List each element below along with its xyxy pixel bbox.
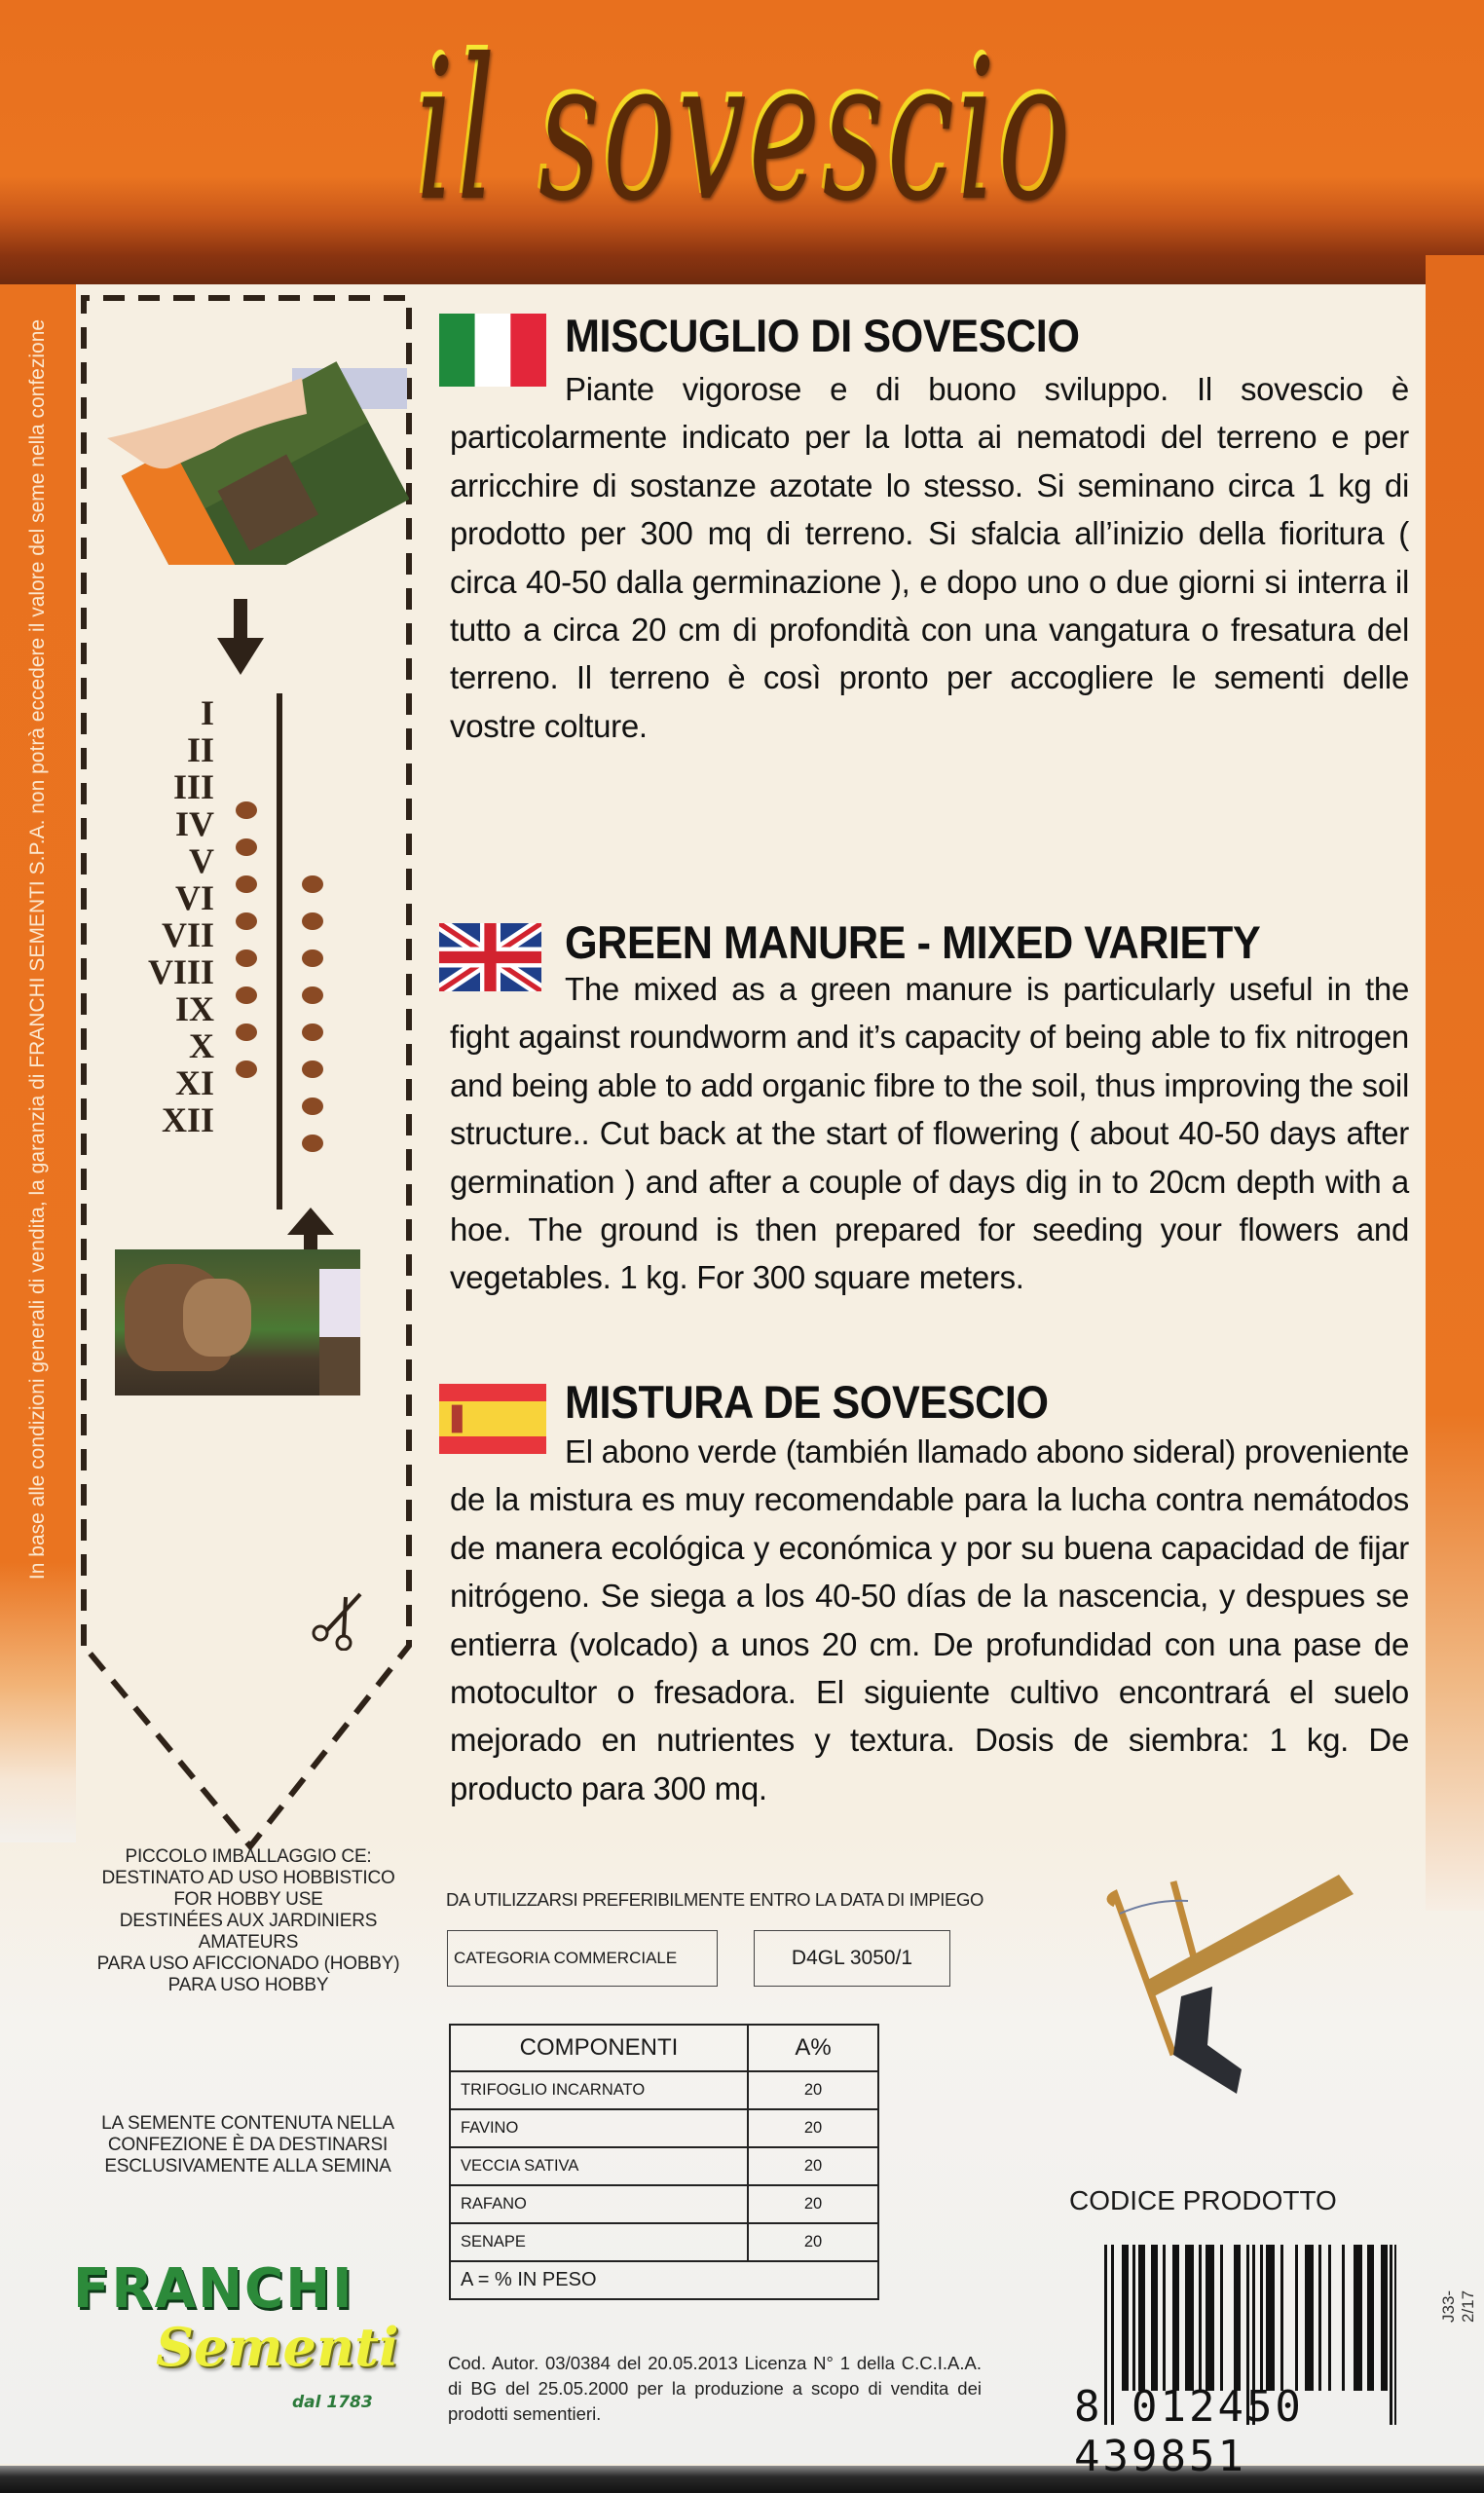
arrow-down-icon bbox=[217, 599, 264, 677]
component-percent: 20 bbox=[748, 2109, 878, 2147]
notice-line: DESTINATO AD USO HOBBISTICO bbox=[101, 1868, 395, 1888]
table-row bbox=[450, 2147, 878, 2185]
section-body-en: The mixed as a green manure is particularly useful in the fight against roundworm and it’s capacity of being able to fix nitrogen and being able to add organic fibre to the soil, thus improving the soil structure.. Cut back at the start of flowering ( about 40-50 days after germination ) and after a couple of days dig in to 20cm depth with a hoe. The ground is then prepared for seeding your flowers and vegetables. 1 kg. For 300 square meters. bbox=[450, 971, 1409, 1296]
component-name: VECCIA SATIVA bbox=[450, 2147, 748, 2185]
category-code: D4GL 3050/1 bbox=[791, 1947, 913, 1969]
notice-line: DESTINÉES AUX JARDINIERS AMATEURS bbox=[119, 1911, 378, 1953]
packaging-notice bbox=[93, 1846, 404, 1996]
table-footnote: A = % IN PESO bbox=[450, 2261, 878, 2299]
component-percent: 20 bbox=[748, 2147, 878, 2185]
component-name: SENAPE bbox=[450, 2223, 748, 2261]
category-label: CATEGORIA COMMERCIALE bbox=[454, 1949, 678, 1967]
component-percent: 20 bbox=[748, 2185, 878, 2223]
cutting-dot bbox=[302, 986, 323, 1004]
notice-line: PARA USO HOBBY bbox=[167, 1975, 329, 1995]
cutting-dot bbox=[302, 1135, 323, 1152]
cutting-dot bbox=[302, 1023, 323, 1041]
month-label: VII bbox=[161, 915, 214, 954]
table-header-row bbox=[450, 2025, 878, 2071]
month-label: VI bbox=[174, 878, 214, 917]
month-label: XII bbox=[161, 1100, 214, 1139]
month-label: XI bbox=[174, 1063, 214, 1102]
sowing-dot bbox=[236, 949, 257, 967]
product-title: il sovescio bbox=[282, 19, 1203, 234]
scissors-icon bbox=[307, 1592, 365, 1651]
side-warranty-notice: In base alle condizioni generali di vendita, la garanzia di FRANCHI SEMENTI S.P.A. non potrà eccedere il valore del seme nella confezione bbox=[26, 318, 49, 1581]
components-table bbox=[449, 2024, 879, 2300]
section-body-it: Piante vigorose e di buono sviluppo. Il sovescio è particolarmente indicato per la lotta ai nematodi del terreno e per arricchire di sostanze azotate lo stesso. Si seminano circa 1 kg di prodotto per 300 mq di terreno. Si sfalcia all’inizio della fioritura ( circa 40-50 dalla germinazione ), e dopo uno o due giorni si interra il tutto a circa 20 cm di profondità con una vangatura o fresatura del terreno. Il terreno è così pronto per accogliere le sementi delle vostre colture. bbox=[450, 371, 1409, 744]
month-label: III bbox=[172, 767, 214, 806]
component-name: TRIFOGLIO INCARNATO bbox=[450, 2071, 748, 2109]
plough-illustration bbox=[1076, 1860, 1368, 2094]
notice-line: PARA USO AFICCIONADO (HOBBY) bbox=[96, 1953, 400, 1974]
brand-logo-sementi: Sementi bbox=[156, 2316, 399, 2378]
table-row bbox=[450, 2223, 878, 2261]
authorization-legal-text: Cod. Autor. 03/0384 del 20.05.2013 Licenza N° 1 della C.C.I.A.A. di BG del 25.05.2000 per la produzione a scopo di vendita dei prodotti sementieri. bbox=[448, 2353, 982, 2424]
component-percent: 20 bbox=[748, 2223, 878, 2261]
notice-line: LA SEMENTE CONTENUTA NELLA bbox=[101, 2113, 394, 2134]
notice-line: CONFEZIONE È DA DESTINARSI bbox=[107, 2135, 389, 2155]
product-code-label: CODICE PRODOTTO bbox=[1069, 2185, 1337, 2215]
sowing-dot bbox=[236, 986, 257, 1004]
cutting-dot bbox=[302, 1060, 323, 1078]
cutting-dot bbox=[302, 875, 323, 893]
month-label: IX bbox=[174, 989, 214, 1028]
sowing-dot bbox=[236, 912, 257, 930]
notice-line: ESCLUSIVAMENTE ALLA SEMINA bbox=[104, 2156, 391, 2177]
cutting-dot bbox=[302, 912, 323, 930]
component-name: FAVINO bbox=[450, 2109, 748, 2147]
section-heading-it: MISCUGLIO DI SOVESCIO bbox=[565, 310, 1080, 361]
sowing-dot bbox=[236, 838, 257, 856]
notice-line: FOR HOBBY USE bbox=[173, 1889, 323, 1910]
cutting-dot bbox=[302, 1098, 323, 1115]
month-label: II bbox=[186, 730, 214, 769]
notice-line: PICCOLO IMBALLAGGIO CE: bbox=[125, 1846, 372, 1867]
table-row bbox=[450, 2109, 878, 2147]
month-label: V bbox=[189, 841, 214, 880]
hand-holding-packet-image bbox=[97, 331, 409, 565]
category-label-box bbox=[447, 1930, 718, 1987]
sowing-dot bbox=[236, 1023, 257, 1041]
category-code-box bbox=[754, 1930, 950, 1987]
month-label: X bbox=[189, 1026, 214, 1065]
cutting-dot bbox=[302, 949, 323, 967]
section-heading-es: MISTURA DE SOVESCIO bbox=[565, 1376, 1049, 1428]
section-heading-en: GREEN MANURE - MIXED VARIETY bbox=[565, 916, 1261, 968]
right-orange-strip bbox=[1426, 255, 1484, 1911]
table-row bbox=[450, 2185, 878, 2223]
component-name: RAFANO bbox=[450, 2185, 748, 2223]
brand-logo-franchi: FRANCHI bbox=[73, 2257, 354, 2321]
horse-plough-photo bbox=[115, 1249, 360, 1395]
seed-use-notice bbox=[90, 2113, 406, 2177]
calendar-divider bbox=[277, 693, 282, 1209]
sowing-dot bbox=[236, 1060, 257, 1078]
month-label: VIII bbox=[147, 952, 214, 991]
barcode-number: 8 012450 439851 bbox=[1074, 2382, 1304, 2481]
table-row bbox=[450, 2071, 878, 2109]
brand-since: dal 1783 bbox=[292, 2393, 373, 2412]
month-label: I bbox=[200, 693, 214, 732]
sowing-dot bbox=[236, 875, 257, 893]
column-header-components: COMPONENTI bbox=[450, 2025, 748, 2071]
sowing-dot bbox=[236, 801, 257, 819]
component-percent: 20 bbox=[748, 2071, 878, 2109]
section-body-es: El abono verde (también llamado abono sideral) proveniente de la mistura es muy recomendable para la lucha contra nemátodos de manera ecológica y económica y por su buena capacidad de fijar nitrógeno. Se siega a los 40-50 días de la nascencia, y despues se entierra (volcado) a unos 20 cm. De profundidad con una pase de motocultor o fresadora. El siguiente cultivo encontrará el suelo mejorado en nutrientes y textura. Dosis de siembra: 1 kg. De producto para 300 mq. bbox=[450, 1433, 1409, 1806]
lot-code: J33-2/17 bbox=[1439, 2289, 1477, 2323]
table-footnote-row bbox=[450, 2261, 878, 2299]
best-before-note: DA UTILIZZARSI PREFERIBILMENTE ENTRO LA DATA DI IMPIEGO bbox=[446, 1889, 983, 1910]
month-label: IV bbox=[174, 804, 214, 843]
column-header-percent: A% bbox=[748, 2025, 878, 2071]
